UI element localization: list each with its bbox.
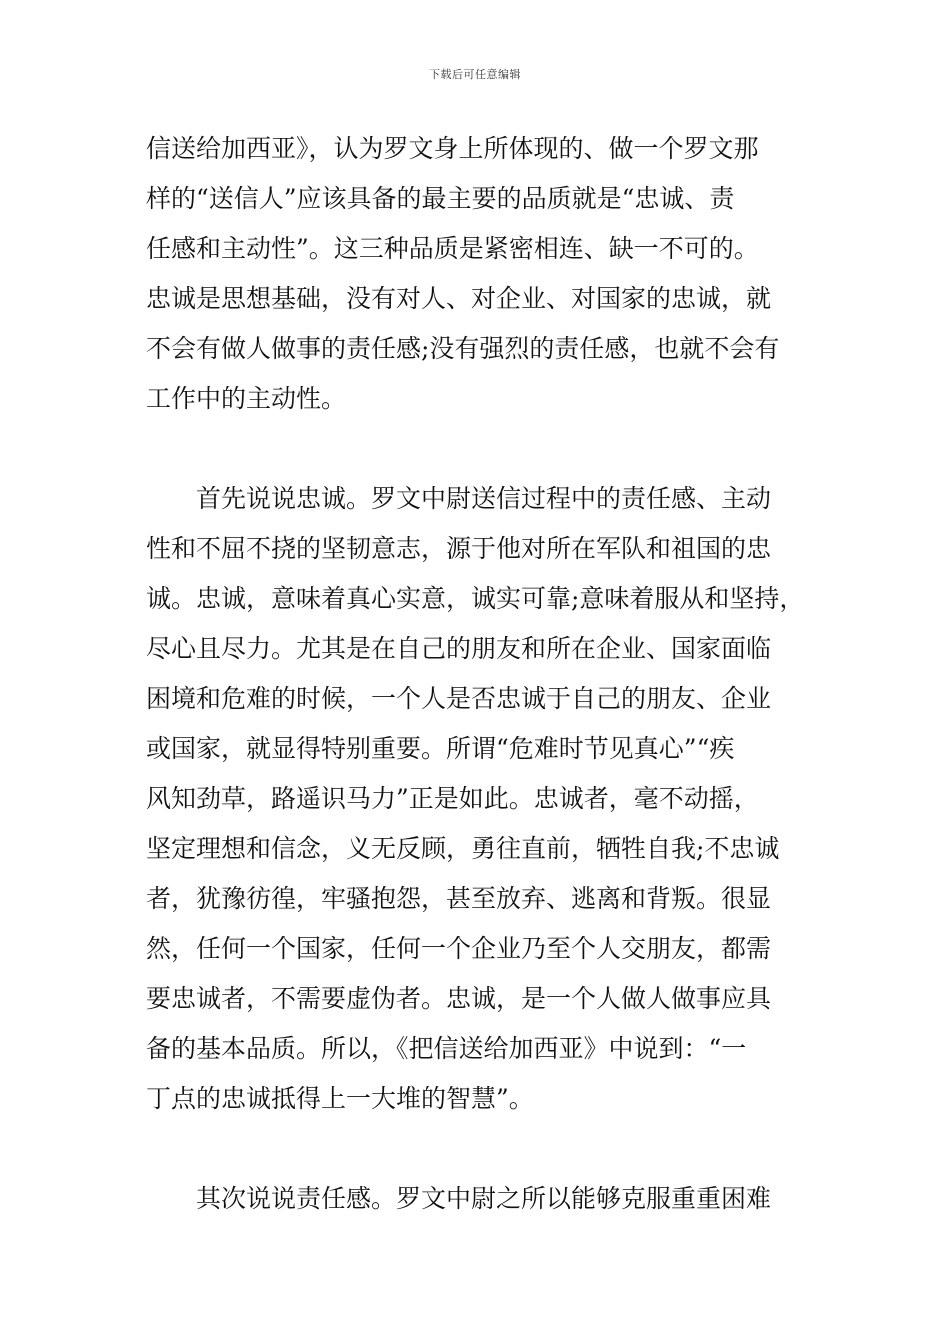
text-line: 丁点的忠诚抵得上一大堆的智慧”。 [146,1084,534,1113]
paragraph-3 [146,1174,808,1224]
text-line: 性和不屈不挠的坚韧意志，源于他对所在军队和祖国的忠 [146,534,772,563]
paragraph-2 [146,474,808,1124]
text-line: 尽心且尽力。尤其是在自己的朋友和所在企业、国家面临 [146,634,772,663]
paragraph-gap [146,1124,808,1174]
text-line: 然，任何一个国家，任何一个企业乃至个人交朋友，都需 [146,934,772,963]
text-line: 备的基本品质。所以，《把信送给加西亚》中说到：“一 [146,1034,747,1063]
text-line: 或国家，就显得特别重要。所谓“危难时节见真心”“疾 [146,734,735,763]
text-line: 者，犹豫彷徨，牢骚抱怨，甚至放弃、逃离和背叛。很显 [146,884,772,913]
text-line: 信送给加西亚》，认为罗文身上所体现的、做一个罗文那 [146,134,759,163]
text-line: 其次说说责任感。罗文中尉之所以能够克服重重困难 [196,1184,772,1213]
text-line: 诚。忠诚，意味着真心实意，诚实可靠;意味着服从和坚持， [146,584,805,613]
text-line: 坚定理想和信念，义无反顾，勇往直前，牺牲自我;不忠诚 [146,834,780,863]
text-line: 不会有做人做事的责任感;没有强烈的责任感，也就不会有 [146,334,780,363]
text-line: 困境和危难的时候，一个人是否忠诚于自己的朋友、企业 [146,684,772,713]
paragraph-1 [146,124,808,424]
paragraph-gap [146,424,808,474]
text-line: 工作中的主动性。 [146,384,347,413]
text-line: 忠诚是思想基础，没有对人、对企业、对国家的忠诚，就 [146,284,772,313]
text-line: 样的“送信人”应该具备的最主要的品质就是“忠诚、责 [146,184,735,213]
header-note: 下载后可任意编辑 [429,68,521,81]
text-line: 风知劲草，路遥识马力”正是如此。忠诚者，毫不动摇， [146,784,759,813]
text-line: 任感和主动性”。这三种品质是紧密相连、缺一不可的。 [146,234,759,263]
text-line: 首先说说忠诚。罗文中尉送信过程中的责任感、主动 [196,484,772,513]
document-body [146,124,808,1224]
text-line: 要忠诚者，不需要虚伪者。忠诚，是一个人做人做事应具 [146,984,772,1013]
